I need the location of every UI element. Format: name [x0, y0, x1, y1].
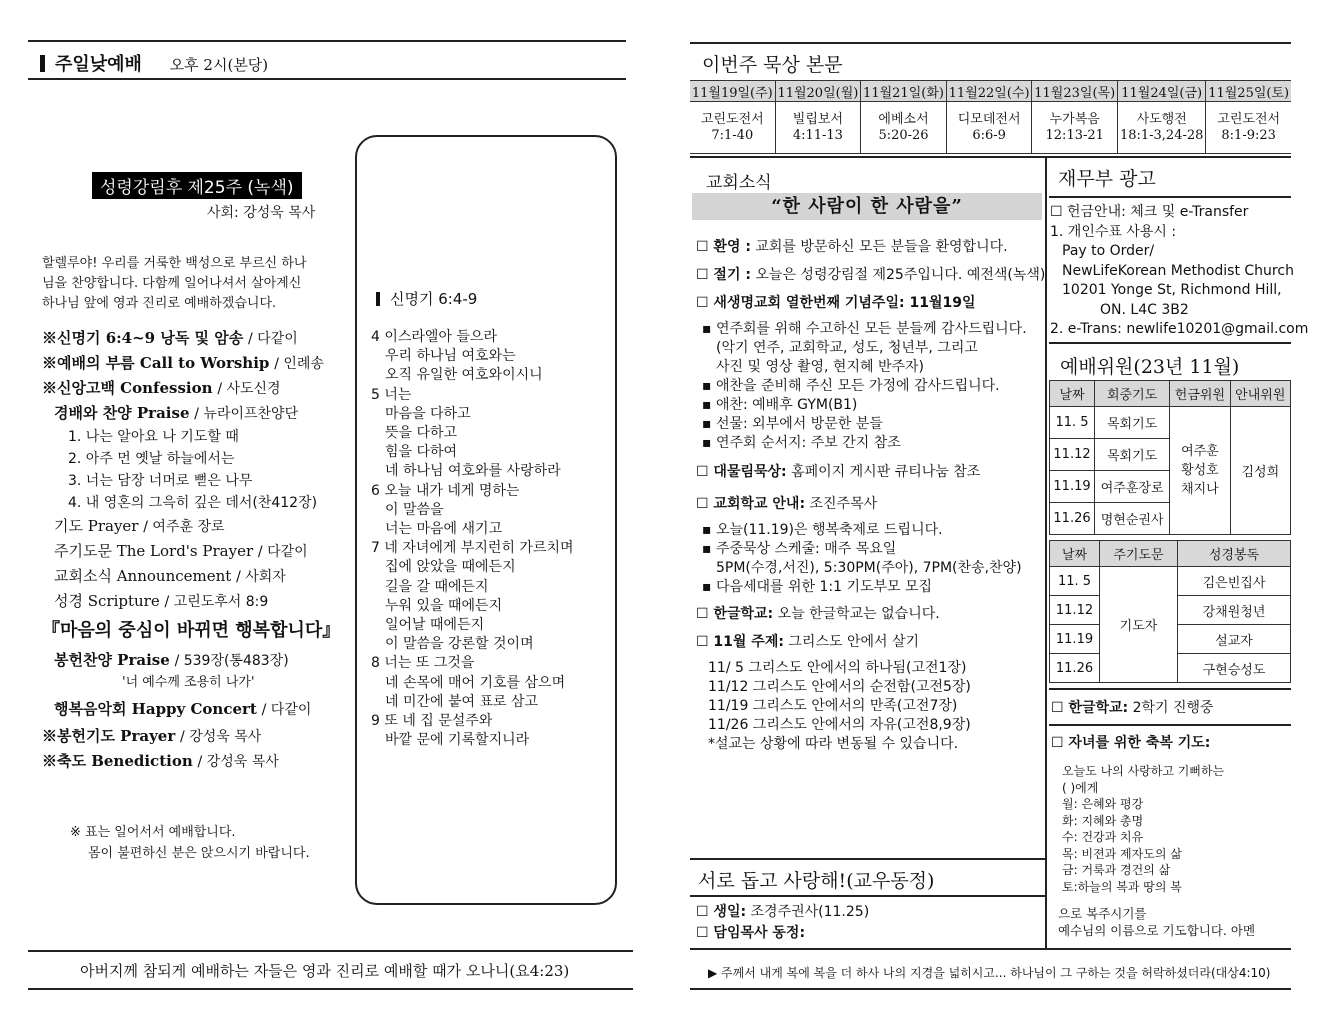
- call-to-worship-intro: [42, 254, 342, 314]
- offering-team: 여주훈 황성호 채지나: [1170, 407, 1230, 535]
- church-news-list: [696, 236, 1046, 754]
- news-bullet: ▪ 연주회 순서지: 주보 간지 참조: [702, 435, 901, 451]
- member-news-item: ☐ 담임목사 동정:: [696, 925, 806, 941]
- standing-note: ※ 표는 일어서서 예배합니다. 몸이 불편하신 분은 앉으시기 바랍니다.: [70, 825, 310, 861]
- liturgical-week-banner: 성령강림후 제25주 (녹색): [92, 172, 302, 199]
- news-bullet-continued: (악기 연주, 교회학교, 성도, 청년부, 그리고: [716, 340, 978, 356]
- order-item: ※예배의 부름 Call to Worship / 인례송: [42, 354, 324, 372]
- scripture-reading-title: 신명기 6:4-9: [376, 288, 477, 309]
- news-bullet: ▪ 애찬: 예배후 GYM(B1): [702, 397, 858, 413]
- meditation-passage: 에베소서 5:20-26: [861, 102, 947, 154]
- news-bullet: ▪ 오늘(11.19)은 행복축제로 드립니다.: [702, 522, 943, 538]
- meditation-passage: 사도행전 18:1-3,24-28: [1118, 102, 1206, 154]
- service-title: 주일낮예배: [55, 54, 142, 75]
- service-time: 오후 2시(본당): [169, 56, 269, 74]
- news-bullet: ▪ 주중묵상 스케줄: 매주 목요일: [702, 541, 897, 557]
- meditation-passage: 디모데전서 6:6-9: [946, 102, 1032, 154]
- meditation-date: 11월24일(금): [1118, 81, 1206, 102]
- monthly-theme-line: *설교는 상황에 따라 변동될 수 있습니다.: [708, 736, 959, 752]
- church-news-theme: “한 사람이 한 사람을”: [692, 193, 1042, 220]
- finance-notice-title: 재무부 광고: [1058, 168, 1156, 190]
- order-item: 주기도문 The Lord's Prayer / 다같이: [54, 542, 308, 560]
- meditation-date: 11월20일(월): [775, 81, 861, 102]
- intro-line: 님을 찬양합니다. 다함께 일어나셔서 살아계신: [42, 276, 302, 291]
- news-item: ☐ 교회학교 안내: 조진주목사: [696, 496, 878, 512]
- meditation-passage: 누가복음 12:13-21: [1032, 102, 1118, 154]
- church-news-title: 교회소식: [706, 173, 772, 193]
- guide-team: 김성희: [1230, 407, 1290, 535]
- weekly-meditation-table: [690, 80, 1291, 154]
- praise-song: 4. 내 영혼의 그윽히 깊은 데서(찬412장): [68, 495, 318, 511]
- worship-committee-title: 예배위원(23년 11월): [1060, 356, 1240, 378]
- meditation-passage: 고린도전서 7:1-40: [690, 102, 775, 154]
- service-header: [40, 50, 268, 76]
- praise-song: 1. 나는 알아요 나 기도할 때: [68, 429, 239, 445]
- meditation-passage: 고린도전서 8:1-9:23: [1206, 102, 1291, 154]
- prayer-reader-table: 날짜 주기도문 성경봉독 11. 5 기도자 김은빈집사 11.12 강채원청년 11.19 설교자 11.26 구현승성도: [1049, 540, 1291, 683]
- order-item: 성경 Scripture / 고린도후서 8:9: [54, 592, 269, 610]
- order-item: 기도 Prayer / 여주훈 장로: [54, 517, 225, 535]
- children-blessing-closing: 으로 복주시기를 예수님의 이름으로 기도합니다. 아멘: [1058, 906, 1256, 938]
- news-bullet: ▪ 연주회를 위해 수고하신 모든 분들께 감사드립니다.: [702, 321, 1027, 337]
- lords-prayer-leader: 기도자: [1100, 567, 1178, 683]
- order-item: 봉헌찬양 Praise / 539장(통483장): [54, 651, 289, 669]
- sermon-title: 『마음의 중심이 바뀌면 행복합니다』: [42, 620, 341, 641]
- news-item: ☐ 절기 : 오늘은 성령강림절 제25주입니다. 예전색(녹색): [696, 267, 1046, 283]
- footer-verse: 아버지께 참되게 예배하는 자들은 영과 진리로 예배할 때가 오나니(요4:23): [80, 962, 570, 980]
- news-item: ☐ 대물림묵상: 홈페이지 게시판 큐티나눔 참조: [696, 464, 981, 480]
- member-news: [696, 902, 869, 944]
- news-bullet-continued: 5PM(수경,서진), 5:30PM(주아), 7PM(찬송,찬양): [716, 560, 1022, 576]
- order-item: 교회소식 Announcement / 사회자: [54, 567, 286, 585]
- intro-line: 하나님 앞에 영과 진리로 예배하겠습니다.: [42, 296, 277, 311]
- order-item: ※신명기 6:4~9 낭독 및 암송 / 다같이: [42, 329, 298, 347]
- worship-committee-table: 날짜 회중기도 헌금위원 안내위원 11. 5 목회기도 여주훈 황성호 채지나 김성희 11.12 목회기도 11.19 여주훈장로 11.26 명현순권사: [1049, 380, 1291, 535]
- korean-school-notice: ☐ 한글학교: 2학기 진행중: [1051, 700, 1214, 716]
- footer-verse: ▶ 주께서 내게 복에 복을 더 하사 나의 지경을 넓히시고... 하나님이 그 구하는 것을 허락하셨더라(대상4:10): [708, 966, 1271, 980]
- news-item: ☐ 11월 주제: 그리스도 안에서 살기: [696, 634, 920, 650]
- scripture-text: 4 이스라엘아 들으라 우리 하나님 여호와는 오직 유일한 여호와이시니 5 너는 마음을 다하고 뜻을 다하고 힘을 다하여 네 하나님 여호와를 사랑하라 6 오늘 내가 네게 명하는 이 말씀을 너는 마음에 새기고 7 네 자녀에게 부지런히 가르치며 집에 앉았을 때에든지 길을 갈 때에든지 누워 있을 때에든지 일어날 때에든지 이 말씀을 강론할 것이며 8 너는 또 그것을 네 손목에 매어 기호를 삼으며 네 미간에 붙여 표로 삼고 9 또 네 집 문설주와 바깥 문에 기록할지니라: [371, 329, 574, 749]
- monthly-theme-line: 11/ 5 그리스도 안에서의 하나됨(고전1장): [708, 660, 967, 676]
- news-bullet: ▪ 애찬을 준비해 주신 모든 가정에 감사드립니다.: [702, 378, 1000, 394]
- children-blessing-title: ☐ 자녀를 위한 축복 기도:: [1051, 735, 1211, 751]
- order-item: 경배와 찬양 Praise / 뉴라이프찬양단: [54, 404, 299, 422]
- weekly-meditation-title: 이번주 묵상 본문: [702, 54, 843, 76]
- news-item: ☐ 한글학교: 오늘 한글학교는 없습니다.: [696, 606, 940, 622]
- finance-notice: ☐ 헌금안내: 체크 및 e-Transfer 1. 개인수표 사용시 : Pay to Order/ NewLifeKorean Methodist Church 10201 Yonge St, Richmond Hill, ON. L4C 3B2 2. e-Trans: newlife10201@gmail.com: [1050, 204, 1309, 337]
- meditation-date: 11월25일(토): [1206, 81, 1291, 102]
- monthly-theme-line: 11/12 그리스도 안에서의 순전함(고전5장): [708, 679, 971, 695]
- order-item: ※축도 Benediction / 강성욱 목사: [42, 752, 279, 770]
- news-bullet: ▪ 선물: 외부에서 방문한 분들: [702, 416, 883, 432]
- intro-line: 할렐루야! 우리를 거룩한 백성으로 부르신 하나: [42, 256, 307, 271]
- order-item: ※봉헌기도 Prayer / 강성욱 목사: [42, 727, 262, 745]
- order-item: 행복음악회 Happy Concert / 다같이: [54, 700, 312, 718]
- news-item: ☐ 새생명교회 열한번째 기념주일: 11월19일: [696, 295, 976, 311]
- praise-song: 3. 너는 담장 너머로 뻗은 나무: [68, 473, 253, 489]
- news-item: ☐ 환영 : 교회를 방문하신 모든 분들을 환영합니다.: [696, 239, 1008, 255]
- praise-song: 2. 아주 먼 옛날 하늘에서는: [68, 451, 235, 467]
- officiant: 사회: 강성욱 목사: [207, 205, 316, 221]
- children-blessing-prayer: 오늘도 나의 사랑하고 기뻐하는 ( )에게 월: 은혜와 평강 화: 지혜와 총명 수: 건강과 치유 목: 비젼과 제자도의 삶 금: 거룩과 경건의 삶 토:하늘의 복과 땅의 복: [1062, 764, 1225, 894]
- meditation-date: 11월19일(주): [690, 81, 775, 102]
- meditation-date: 11월21일(화): [861, 81, 947, 102]
- monthly-theme-line: 11/19 그리스도 안에서의 만족(고전7장): [708, 698, 958, 714]
- offering-hymn-title: '너 예수께 조용히 나가': [122, 675, 255, 690]
- member-news-title: 서로 돕고 사랑해!(교우동정): [698, 870, 935, 892]
- member-news-item: ☐ 생일: 조경주권사(11.25): [696, 904, 870, 920]
- news-bullet: ▪ 다음세대를 위한 1:1 기도부모 모집: [702, 579, 933, 595]
- meditation-passage: 빌립보서 4:11-13: [775, 102, 861, 154]
- monthly-theme-line: 11/26 그리스도 안에서의 자유(고전8,9장): [708, 717, 971, 733]
- order-item: ※신앙고백 Confession / 사도신경: [42, 379, 281, 397]
- meditation-date: 11월23일(목): [1032, 81, 1118, 102]
- order-of-worship: [42, 326, 352, 774]
- meditation-date: 11월22일(수): [946, 81, 1032, 102]
- header-bar-icon: [376, 292, 380, 306]
- news-bullet-continued: 사진 및 영상 촬영, 현지혜 반주자): [716, 359, 924, 375]
- header-bar-icon: [40, 55, 45, 72]
